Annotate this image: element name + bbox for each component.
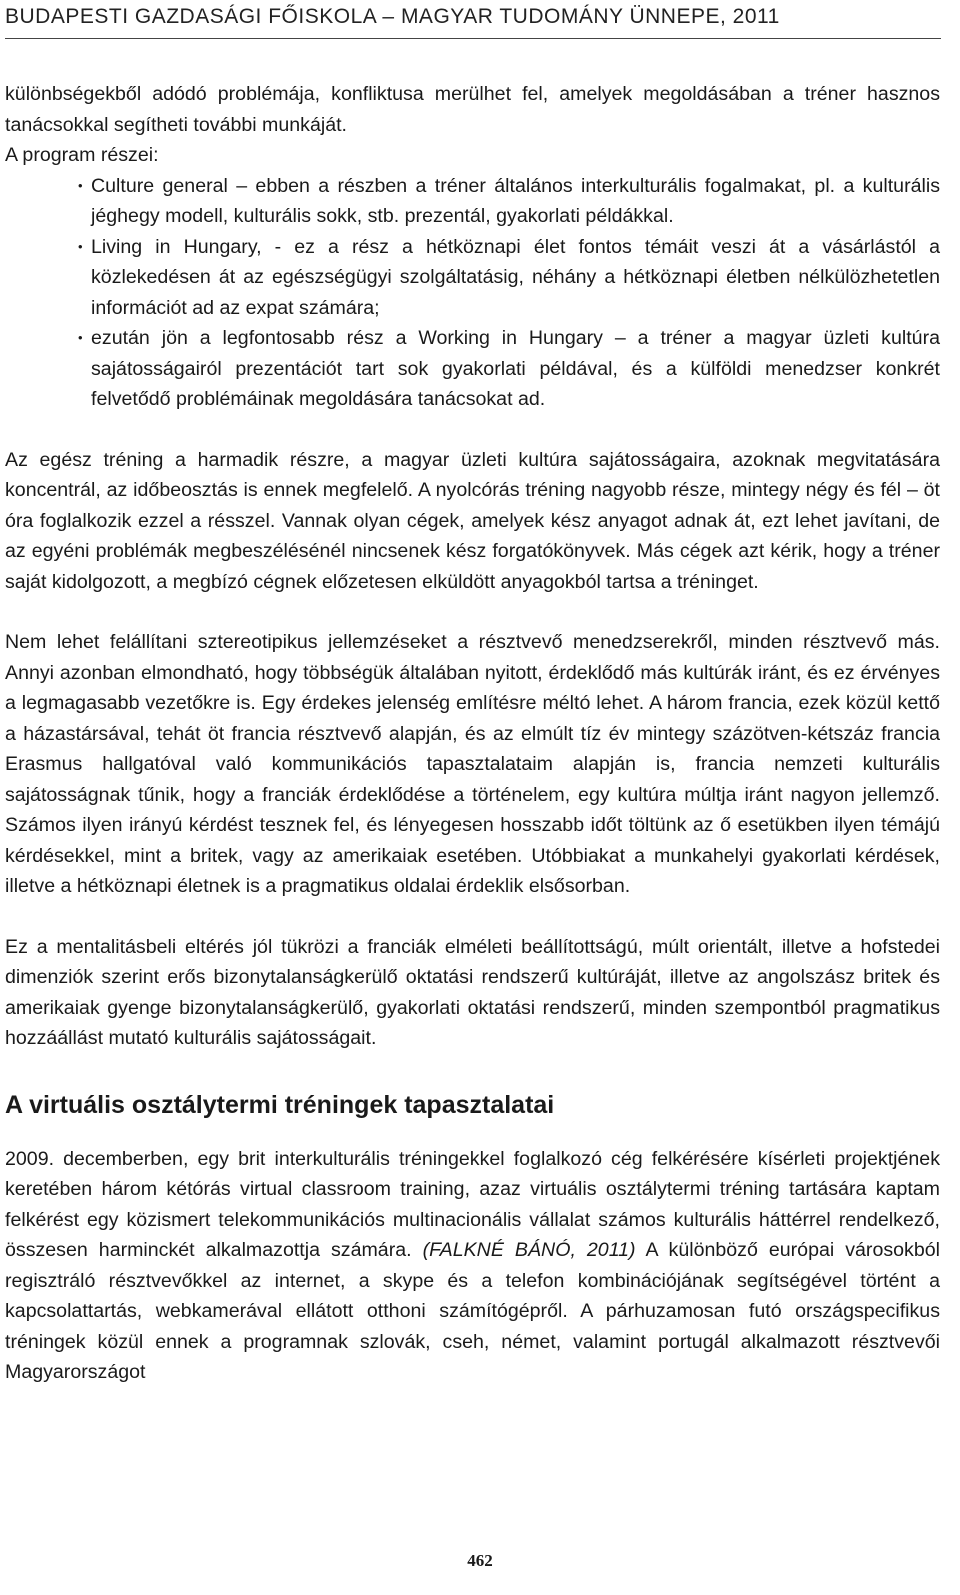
page-number: 462 [467,1551,493,1570]
paragraph: Ez a mentalitásbeli eltérés jól tükrözi a franciák elméleti beállítottságú, múlt orientált, illetve a hofstedei dimenziók szerint erős bizonytalanságkerülő oktatási rendszerű kultúráját, illetve az angolszász britek és amerikaiak gyenge bizonytalanságkerülő, gyakorlati oktatási rendszerű, minden szempontból pragmatikus hozzáállást mutató kulturális sajátosságait. [5,935,940,1049]
header-rule [5,38,941,39]
paragraph-intro: különbségekből adódó problémája, konfliktusa merülhet fel, amelyek megoldásában a tréner hasznos tanácsokkal segítheti további munkáját. [5,83,940,136]
running-header: BUDAPESTI GAZDASÁGI FŐISKOLA – MAGYAR TUDOMÁNY ÜNNEPE, 2011 [5,5,780,28]
citation: (FALKNÉ BÁNÓ, 2011) [422,1239,636,1261]
section-heading: A virtuális osztálytermi tréningek tapasztalatai [5,1090,555,1119]
list-item: • Living in Hungary, - ez a rész a hétköznapi élet fontos témáit veszi át a vásárlástól a közlekedésen át az egészségügyi szolgáltatásig, néhány a hétköznapi életben nélkülözhetetlen információt ad az expat számára; [91,232,940,324]
paragraph-section [5,1144,940,1388]
program-list [5,171,940,415]
paragraph-text: 2009. decemberben, egy brit interkulturális tréningekkel foglalkozó cég felkérésére kísérleti projektjének keretében három kétórás virtual classroom training, azaz virtuális osztálytermi tréning tartására kaptam felkérést egy közismert telekommunikációs multinacionális vállalat számos kulturális háttérrel rendelkező, összesen harminckét alkalmazottja számára. [5,1147,940,1261]
paragraph-text: A különböző európai városokból regisztráló résztvevőkkel az internet, a skype és a telefon kombinációjának segítségével történt a kapcsolattartás, webkamerával ellátott otthoni számítógépről. A párhuzamosan futó országspecifikus tréningek közül ennek a programnak szlovák, cseh, német, valamint portugál alkalmazott résztvevői Magyarországot [5,1239,940,1383]
list-item: • Culture general – ebben a részben a tréner általános interkulturális fogalmakat, pl. a kulturális jéghegy modell, kulturális sokk, stb. prezentál, gyakorlati példákkal. [91,171,940,232]
program-lead: A program részei: [5,144,159,166]
paragraph: Nem lehet felállítani sztereotipikus jellemzéseket a résztvevő menedzserekről, minden résztvevő más. Annyi azonban elmondható, hogy többségük általában nyitott, érdeklődő más kultúrák iránt, és ez érvényes a legmagasabb vezetőkre is. Egy érdekes jelenség említésre méltó lehet. A három francia, ezek közül kettő a házastársával, tehát öt francia résztvevő alapján, és az elmúlt tíz év mintegy százötven-kétszáz francia Erasmus hallgatóval való kommunikációs tapasztalataim alapján is, francia nemzeti kulturális sajátosságnak tűnik, hogy a franciák érdeklődése a történelem, egy kultúra múltja iránt nagyon jellemző. Számos ilyen irányú kérdést tesznek fel, és lényegesen hosszabb időt töltünk az ő esetükben ilyen témájú kérdésekkel, mint a britek, vagy az amerikaiak esetében. Utóbbiakat a munkahelyi gyakorlati kérdések, illetve a hétköznapi életnek is a pragmatikus oldalai érdeklik elsősorban. [5,631,940,897]
page-content [5,79,940,1388]
paragraph: Az egész tréning a harmadik részre, a magyar üzleti kultúra sajátosságaira, azoknak megvitatására koncentrál, az időbeosztás is ennek megfelelő. A nyolcórás tréning nagyobb része, mintegy négy és fél – öt óra foglalkozik ezzel a résszel. Vannak olyan cégek, amelyek kész anyagot adnak át, ezt lehet javítani, de az egyéni problémák megbeszélésénél nincsenek kész forgatókönyvek. Más cégek azt kérik, hogy a tréner saját kidolgozott, a megbízó cégnek előzetesen elküldött anyagokból tartsa a tréninget. [5,448,940,593]
list-item: • ezután jön a legfontosabb rész a Working in Hungary – a tréner a magyar üzleti kultúra sajátosságairól prezentációt tart sok gyakorlati példával, és a külföldi menedzser konkrét felvetődő problémáinak megoldására tanácsokat ad. [91,323,940,415]
